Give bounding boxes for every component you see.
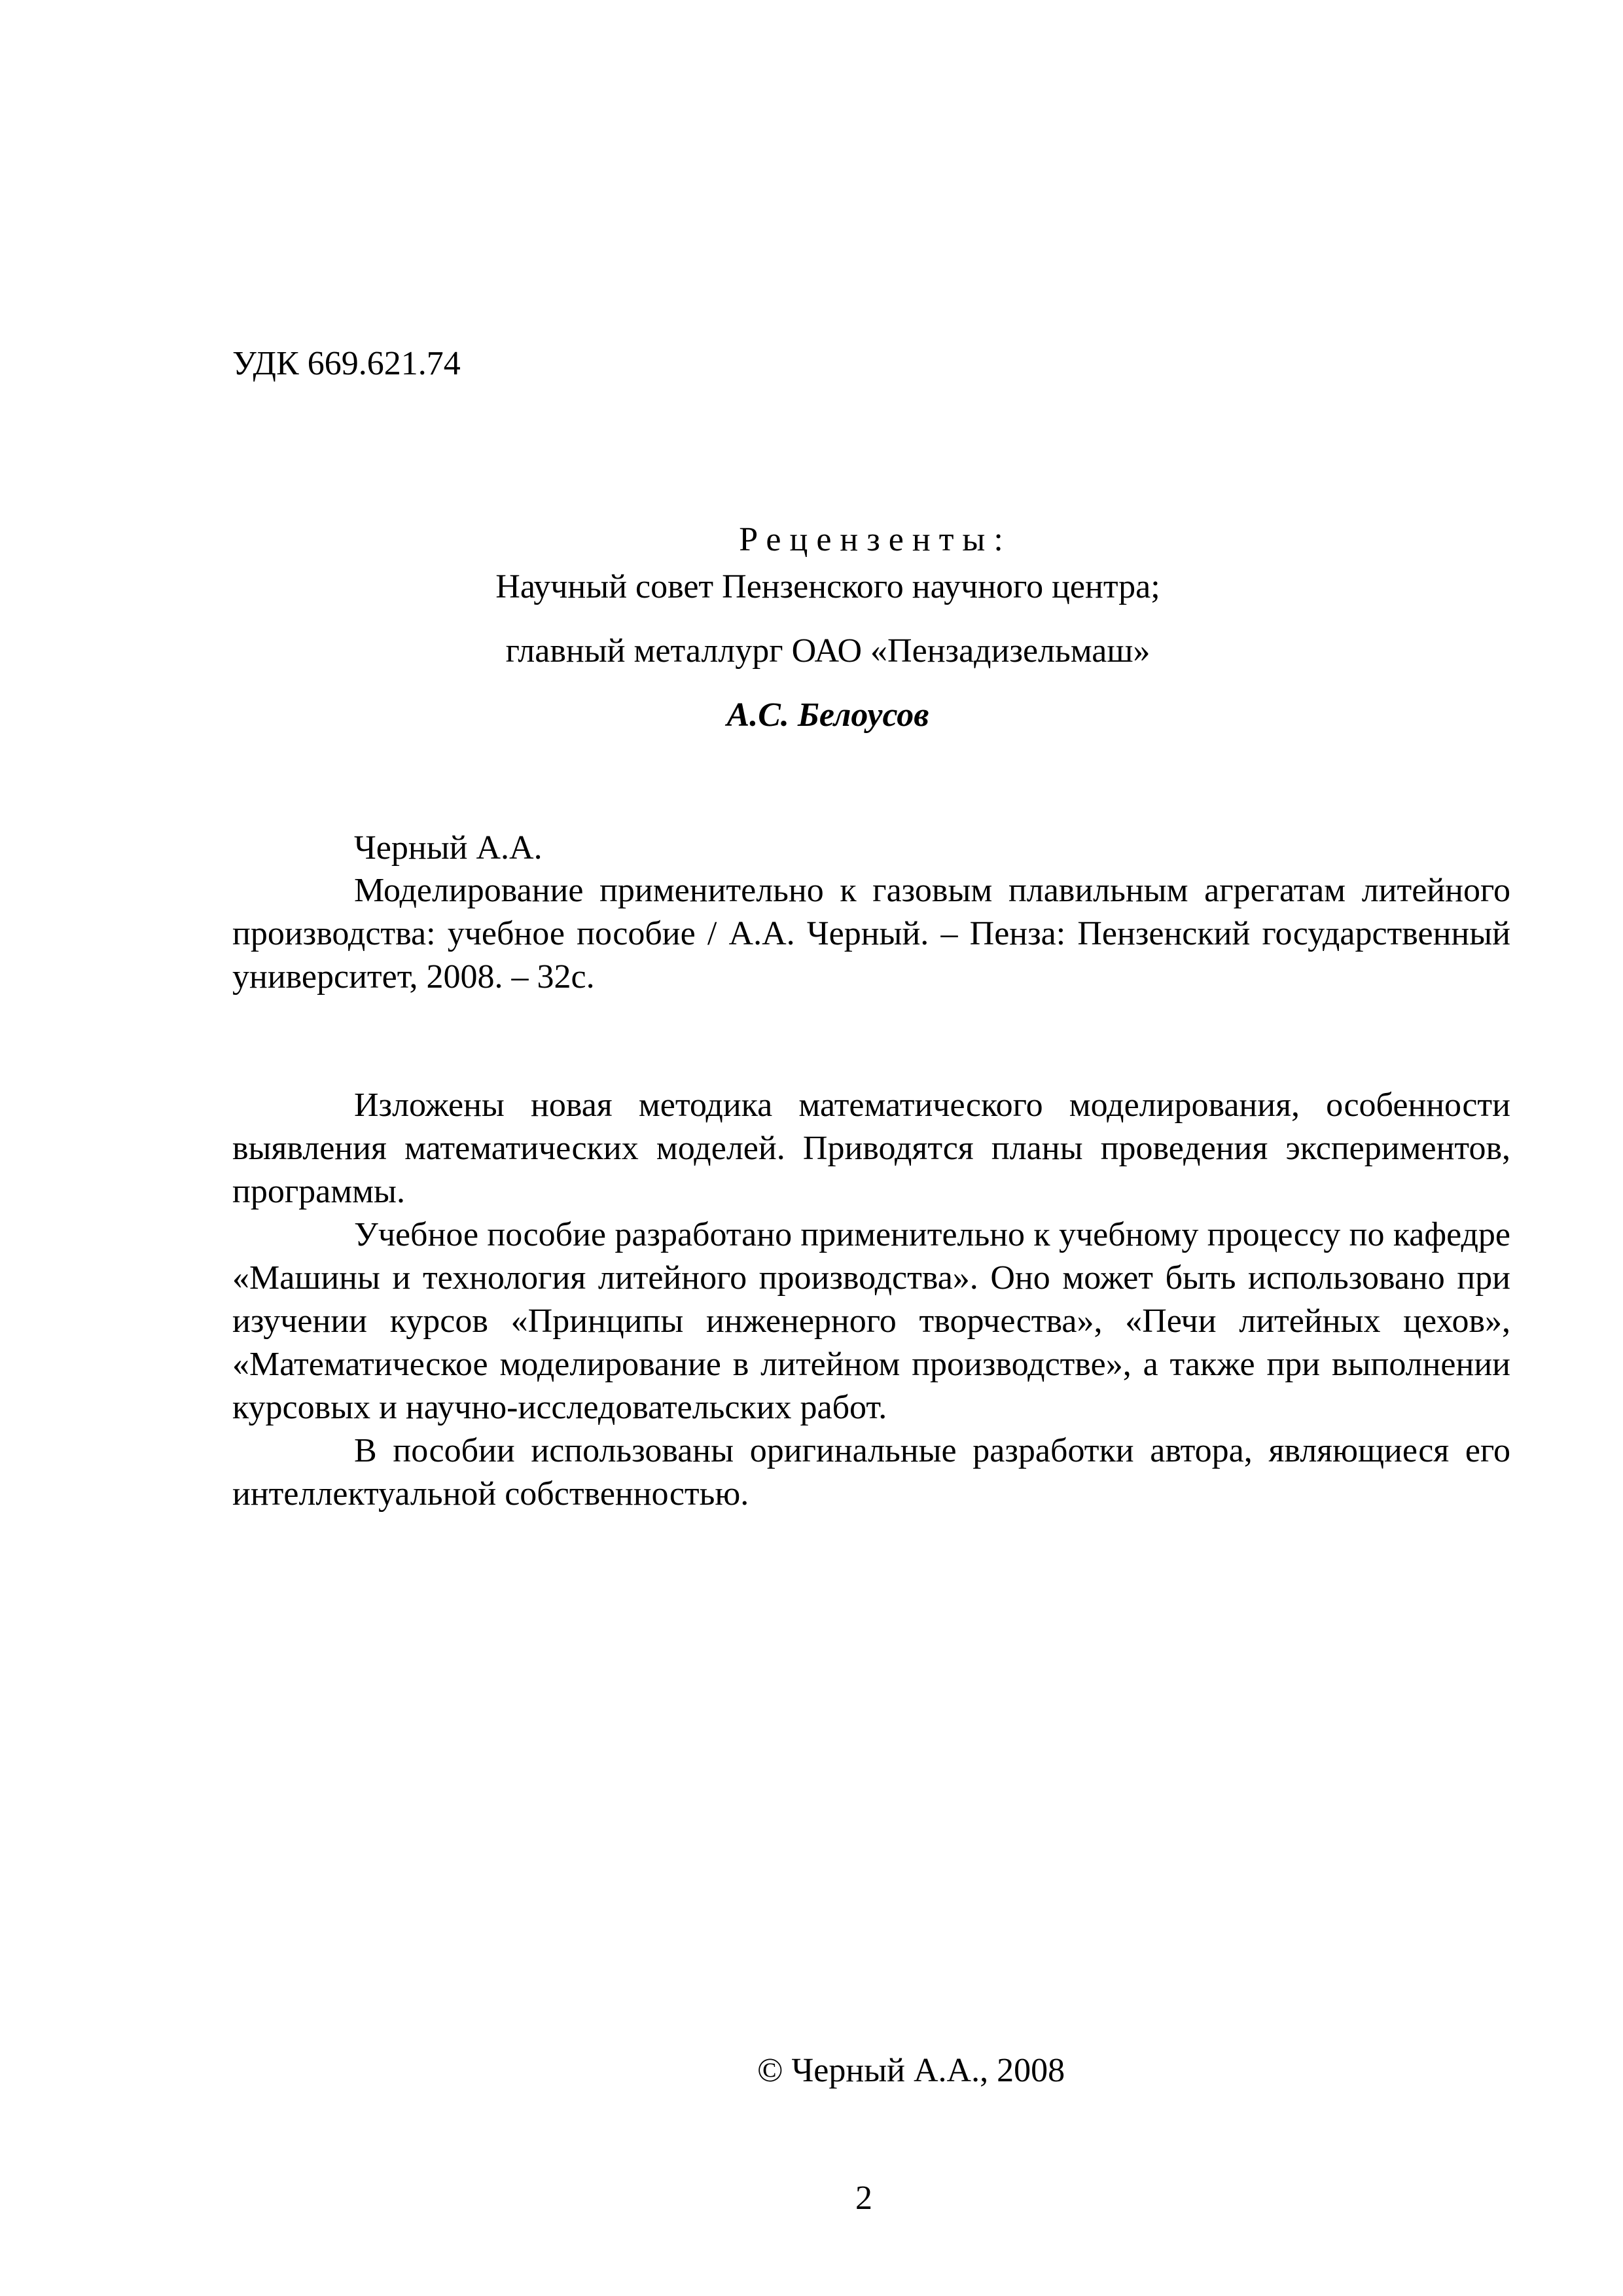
reviewer-council: Научный совет Пензенского научного центра; (495, 568, 1160, 605)
abstract (232, 1084, 1510, 1516)
copyright-notice: © Черный А.А., 2008 (757, 2052, 1065, 2089)
bibliographic-record (232, 827, 1510, 999)
page-number: 2 (855, 2179, 872, 2217)
reviewers-block (393, 519, 1263, 736)
bibliographic-author: Черный А.А. (354, 829, 543, 867)
reviewer-name: А.С. Белоусов (726, 696, 929, 734)
abstract-paragraph: В пособии использованы оригинальные разработки автора, являющиеся его интеллектуальной собственностью. (232, 1432, 1510, 1513)
udk-code: УДК 669.621.74 (232, 345, 461, 382)
reviewers-heading: Рецензенты: (739, 521, 1012, 558)
abstract-paragraph: Изложены новая методика математического моделирования, особенности выявления математических моделей. Приводятся планы проведения экспериментов, программы. (232, 1086, 1510, 1210)
bibliographic-description: Моделирование применительно к газовым плавильным агрегатам литейного производства: учебное пособие / А.А. Черный. – Пенза: Пензенский государственный университет, 2008. – 32с. (232, 872, 1510, 996)
reviewer-position: главный металлург ОАО «Пензадизельмаш» (505, 632, 1150, 670)
abstract-paragraph: Учебное пособие разработано применительно к учебному процессу по кафедре «Машины и технология литейного производства». Оно может быть использовано при изучении курсов «Принципы инженерного творчества», «Печи литейных цехов», «Математическое моделирование в литейном производстве», а также при выполнении курсовых и научно-исследовательских работ. (232, 1216, 1510, 1426)
